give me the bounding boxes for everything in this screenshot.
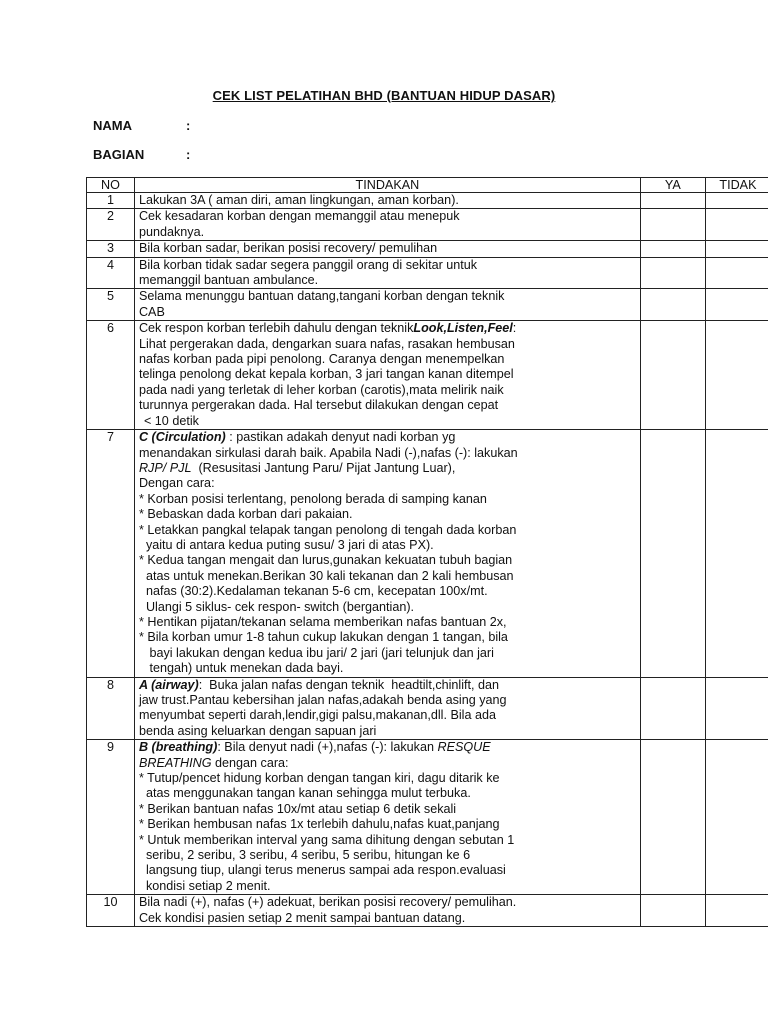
ya-checkbox-cell[interactable] bbox=[640, 895, 705, 927]
table-row bbox=[87, 321, 768, 430]
action-line: pada nadi yang terletak di leher korban (carotis),mata melirik naik bbox=[138, 382, 504, 397]
header-tidak: TIDAK bbox=[705, 178, 768, 193]
table-row bbox=[87, 895, 768, 927]
action-line: nafas korban pada pipi penolong. Caranya dengan menempelkan bbox=[138, 352, 505, 367]
tidak-checkbox-cell[interactable] bbox=[705, 209, 768, 241]
row-number: 6 bbox=[87, 321, 135, 430]
row-action bbox=[134, 209, 640, 241]
emphasis-text: C (Circulation) bbox=[138, 430, 226, 445]
row-action bbox=[134, 740, 640, 895]
emphasis-text: RESQUE bbox=[437, 740, 491, 755]
action-line: Ulangi 5 siklus- cek respon- switch (bergantian). bbox=[138, 599, 415, 614]
action-line bbox=[139, 321, 636, 336]
nama-label: NAMA bbox=[93, 118, 132, 133]
row-action bbox=[134, 289, 640, 321]
action-line: langsung tiup, ulangi terus menerus sampai ada respon.evaluasi bbox=[138, 863, 506, 878]
row-number: 5 bbox=[87, 289, 135, 321]
action-line: telinga penolong dekat kepala korban, 3 jari tangan kanan ditempel bbox=[138, 367, 514, 382]
action-line: jaw trust.Pantau kebersihan jalan nafas,adakah benda asing yang bbox=[138, 693, 507, 707]
action-line: Lakukan 3A ( aman diri, aman lingkungan, aman korban). bbox=[138, 193, 459, 207]
action-line: * Bila korban umur 1-8 tahun cukup lakukan dengan 1 tangan, bila bbox=[138, 630, 508, 645]
checklist-table bbox=[86, 177, 768, 927]
action-text: (Resusitasi Jantung Paru/ Pijat Jantung Luar), bbox=[191, 460, 456, 475]
emphasis-text: Look,Listen,Feel bbox=[413, 321, 513, 336]
action-line: * Berikan hembusan nafas 1x terlebih dahulu,nafas kuat,panjang bbox=[138, 817, 500, 832]
action-line: * Hentikan pijatan/tekanan selama memberikan nafas bantuan 2x, bbox=[138, 614, 507, 629]
tidak-checkbox-cell[interactable] bbox=[705, 193, 768, 209]
nama-colon: : bbox=[186, 118, 191, 133]
action-line: bayi lakukan dengan kedua ibu jari/ 2 jari (jari telunjuk dan jari bbox=[138, 645, 494, 660]
action-line: * Berikan bantuan nafas 10x/mt atau setiap 6 detik sekali bbox=[138, 801, 457, 816]
bagian-colon: : bbox=[186, 147, 191, 162]
table-row bbox=[87, 289, 768, 321]
tidak-checkbox-cell[interactable] bbox=[705, 289, 768, 321]
row-number: 1 bbox=[87, 193, 135, 209]
row-number: 4 bbox=[87, 257, 135, 289]
action-line bbox=[139, 756, 636, 771]
ya-checkbox-cell[interactable] bbox=[640, 193, 705, 209]
ya-checkbox-cell[interactable] bbox=[640, 677, 705, 740]
table-row bbox=[87, 257, 768, 289]
emphasis-text: A (airway) bbox=[138, 677, 199, 692]
tidak-checkbox-cell[interactable] bbox=[705, 321, 768, 430]
tidak-checkbox-cell[interactable] bbox=[705, 677, 768, 740]
action-line bbox=[139, 678, 636, 693]
ya-checkbox-cell[interactable] bbox=[640, 740, 705, 895]
ya-checkbox-cell[interactable] bbox=[640, 289, 705, 321]
action-line: Cek kondisi pasien setiap 2 menit sampai bantuan datang. bbox=[138, 910, 466, 925]
row-action bbox=[134, 321, 640, 430]
row-action bbox=[134, 241, 640, 257]
action-line: * Bebaskan dada korban dari pakaian. bbox=[138, 507, 353, 522]
bagian-field bbox=[93, 147, 191, 162]
action-line: CAB bbox=[138, 304, 165, 319]
tidak-checkbox-cell[interactable] bbox=[705, 257, 768, 289]
action-line: kondisi setiap 2 menit. bbox=[138, 878, 271, 893]
emphasis-text: B (breathing) bbox=[138, 740, 218, 755]
action-text: : Buka jalan nafas dengan teknik headtilt,chinlift, dan bbox=[198, 677, 500, 692]
action-line bbox=[139, 430, 636, 445]
emphasis-text: RJP/ PJL bbox=[138, 460, 192, 475]
ya-checkbox-cell[interactable] bbox=[640, 430, 705, 678]
action-line: * Korban posisi terlentang, penolong berada di samping kanan bbox=[138, 491, 487, 506]
action-line: tengah) untuk menekan dada bayi. bbox=[138, 661, 344, 676]
action-line: atas menggunakan tangan kanan sehingga mulut terbuka. bbox=[138, 786, 471, 801]
row-number: 10 bbox=[87, 895, 135, 927]
action-text: : Bila denyut nadi (+),nafas (-): lakukan bbox=[217, 740, 438, 755]
table-row bbox=[87, 193, 768, 209]
action-line: Selama menunggu bantuan datang,tangani korban dengan teknik bbox=[138, 289, 505, 304]
action-line: Bila nadi (+), nafas (+) adekuat, berikan posisi recovery/ pemulihan. bbox=[138, 895, 517, 910]
row-action bbox=[134, 895, 640, 927]
action-text: dengan cara: bbox=[211, 755, 289, 770]
tidak-checkbox-cell[interactable] bbox=[705, 430, 768, 678]
action-line: yaitu di antara kedua puting susu/ 3 jari di atas PX). bbox=[138, 537, 434, 552]
action-text: : pastikan adakah denyut nadi korban yg bbox=[225, 430, 456, 445]
row-action bbox=[134, 257, 640, 289]
row-number: 7 bbox=[87, 430, 135, 678]
table-row bbox=[87, 740, 768, 895]
document-title: CEK LIST PELATIHAN BHD (BANTUAN HIDUP DASAR) bbox=[212, 88, 556, 103]
action-line: Bila korban tidak sadar segera panggil orang di sekitar untuk bbox=[138, 257, 478, 272]
action-line: Lihat pergerakan dada, dengarkan suara nafas, rasakan hembusan bbox=[138, 336, 515, 351]
header-tindakan: TINDAKAN bbox=[134, 178, 640, 193]
action-line: turunnya pergerakan dada. Hal tersebut dilakukan dengan cepat bbox=[138, 398, 499, 413]
action-line: < 10 detik bbox=[143, 413, 199, 428]
tidak-checkbox-cell[interactable] bbox=[705, 241, 768, 257]
action-line: Bila korban sadar, berikan posisi recovery/ pemulihan bbox=[138, 241, 438, 256]
action-line: * Tutup/pencet hidung korban dengan tangan kiri, dagu ditarik ke bbox=[138, 771, 500, 786]
action-line: benda asing keluarkan dengan sapuan jari bbox=[138, 723, 377, 738]
action-line bbox=[139, 461, 636, 476]
nama-field bbox=[93, 118, 191, 133]
table-row bbox=[87, 677, 768, 740]
table-row bbox=[87, 241, 768, 257]
row-number: 8 bbox=[87, 677, 135, 740]
row-action bbox=[134, 430, 640, 678]
action-line: Cek kesadaran korban dengan memanggil atau menepuk bbox=[138, 209, 460, 224]
action-text: : bbox=[512, 321, 517, 336]
row-action bbox=[134, 193, 640, 209]
action-line: memanggil bantuan ambulance. bbox=[138, 273, 319, 288]
action-line: atas untuk menekan.Berikan 30 kali tekanan dan 2 kali hembusan bbox=[138, 568, 514, 583]
ya-checkbox-cell[interactable] bbox=[640, 321, 705, 430]
action-line: * Letakkan pangkal telapak tangan penolong di tengah dada korban bbox=[138, 522, 517, 537]
emphasis-text: BREATHING bbox=[138, 755, 212, 770]
action-line: * Untuk memberikan interval yang sama dihitung dengan sebutan 1 bbox=[138, 832, 515, 847]
action-line: menyumbat seperti darah,lendir,gigi palsu,makanan,dll. Bila ada bbox=[138, 708, 496, 723]
header-ya: YA bbox=[640, 178, 705, 193]
tidak-checkbox-cell[interactable] bbox=[705, 740, 768, 895]
ya-checkbox-cell[interactable] bbox=[640, 209, 705, 241]
action-line: * Kedua tangan mengait dan lurus,gunakan kekuatan tubuh bagian bbox=[138, 553, 513, 568]
ya-checkbox-cell[interactable] bbox=[640, 241, 705, 257]
bagian-label: BAGIAN bbox=[93, 147, 145, 162]
action-line: pundaknya. bbox=[138, 224, 205, 239]
action-line: seribu, 2 seribu, 3 seribu, 4 seribu, 5 seribu, hitungan ke 6 bbox=[138, 848, 471, 863]
table-row bbox=[87, 209, 768, 241]
row-action bbox=[134, 677, 640, 740]
action-line: Dengan cara: bbox=[138, 476, 215, 491]
action-line: nafas (30:2).Kedalaman tekanan 5-6 cm, kecepatan 100x/mt. bbox=[138, 584, 488, 599]
table-row bbox=[87, 430, 768, 678]
row-number: 9 bbox=[87, 740, 135, 895]
tidak-checkbox-cell[interactable] bbox=[705, 895, 768, 927]
action-text: Cek respon korban terlebih dahulu dengan teknik bbox=[138, 321, 414, 336]
ya-checkbox-cell[interactable] bbox=[640, 257, 705, 289]
action-line: menandakan sirkulasi darah baik. Apabila Nadi (-),nafas (-): lakukan bbox=[138, 445, 518, 460]
header-no: NO bbox=[87, 178, 135, 193]
row-number: 3 bbox=[87, 241, 135, 257]
row-number: 2 bbox=[87, 209, 135, 241]
action-line bbox=[139, 740, 636, 755]
table-header-row bbox=[87, 178, 768, 193]
